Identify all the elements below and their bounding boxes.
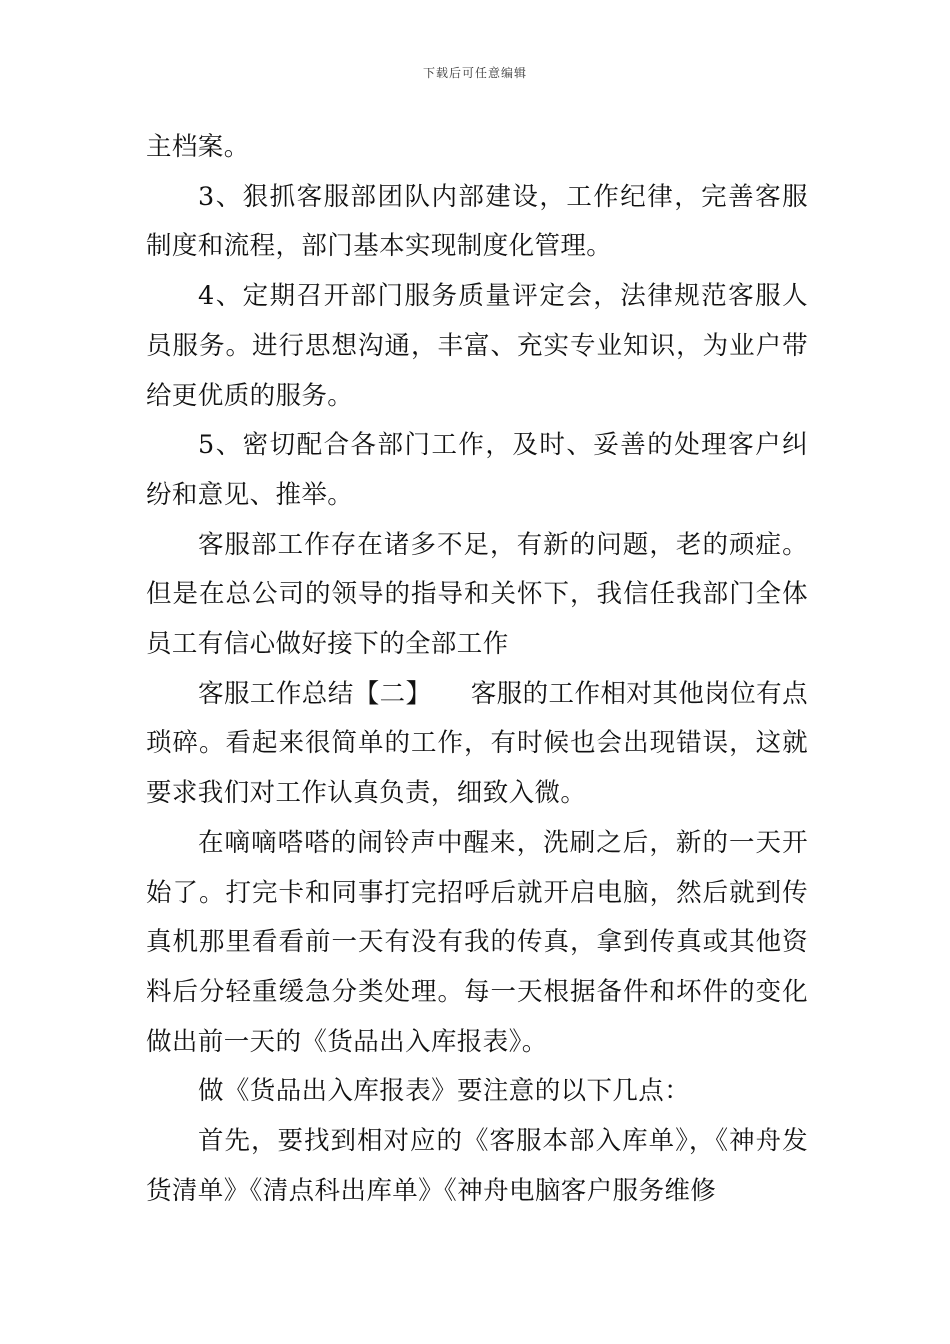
paragraph-8: 做《货品出入库报表》要注意的以下几点： — [198, 1076, 691, 1107]
paragraph-1: 主档案。 — [146, 132, 250, 162]
paragraph-7: 在嘀嘀嗒嗒的闹铃声中醒来，洗刷之后，新的一天开始了。打完卡和同事打完招呼后就开启电脑，然后就到传真机那里看看前一天有没有我的传真，拿到传真或其他资料后分轻重缓急分类处理。每一天根据备件和坏件的变化做出前一天的《货品出入库报表》。 — [146, 827, 808, 1057]
paragraph-4: 5、密切配合各部门工作，及时、妥善的处理客户纠纷和意见、推举。 — [146, 430, 808, 510]
paragraph-6: 客服工作总结【二】 客服的工作相对其他岗位有点琐碎。看起来很简单的工作，有时候也会出现错误，这就要求我们对工作认真负责，细致入微。 — [146, 678, 808, 809]
paragraph-9: 首先，要找到相对应的《客服本部入库单》，《神舟发货清单》《清点科出库单》《神舟电脑客户服务维修 — [146, 1126, 808, 1206]
page-header-note: 下载后可任意编辑 — [422, 66, 527, 80]
paragraph-5: 客服部工作存在诸多不足，有新的问题，老的顽症。但是在总公司的领导的指导和关怀下，我信任我部门全体员工有信心做好接下的全部工作 — [146, 529, 808, 660]
paragraph-3: 4、定期召开部门服务质量评定会，法律规范客服人员服务。进行思想沟通，丰富、充实专业知识，为业户带给更优质的服务。 — [146, 281, 808, 411]
document-body — [146, 123, 808, 1216]
paragraph-2: 3、狠抓客服部团队内部建设，工作纪律，完善客服制度和流程，部门基本实现制度化管理。 — [146, 181, 808, 262]
